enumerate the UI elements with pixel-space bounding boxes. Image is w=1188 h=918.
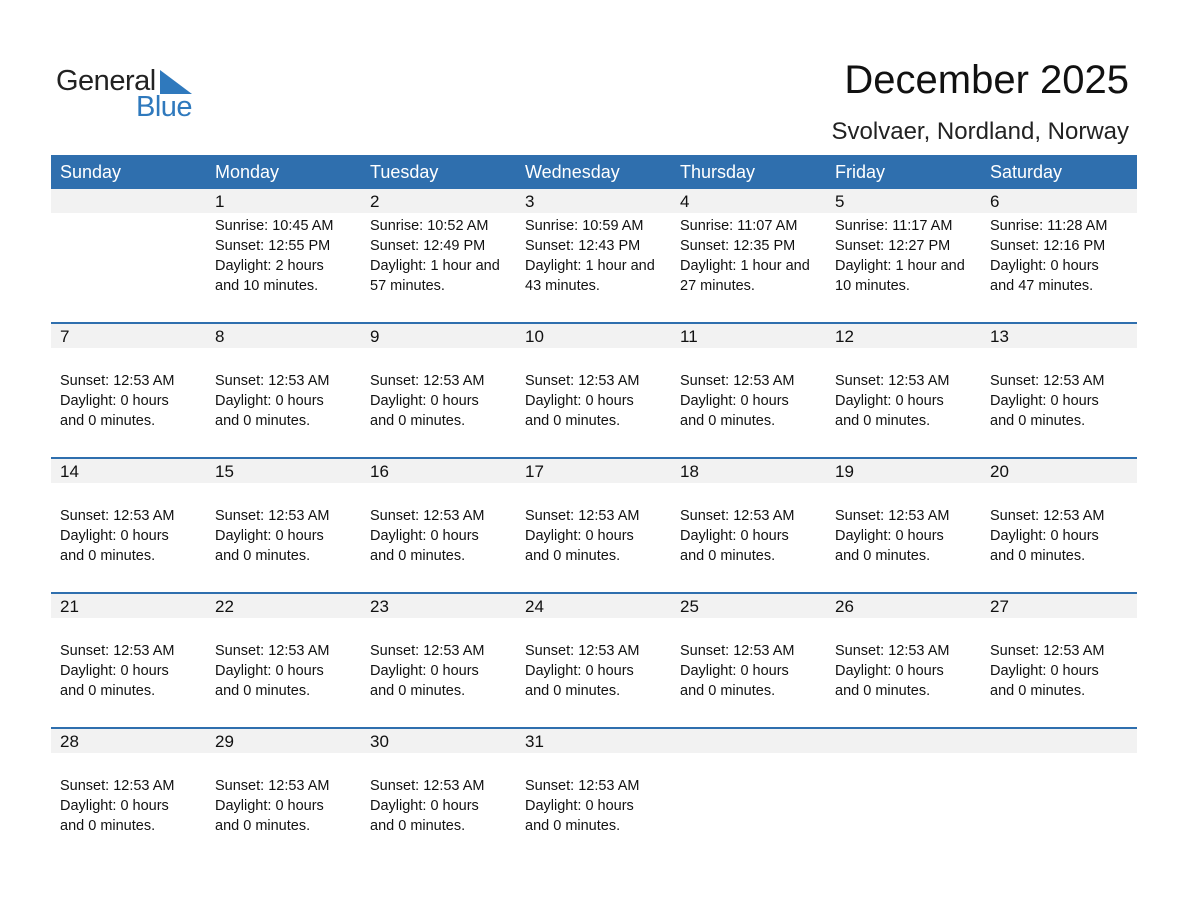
day-info-row [51,753,1137,862]
day-info-line: Daylight: 0 hours [835,393,944,409]
day-info-line: Sunset: 12:53 AM [215,778,330,794]
day-cell [826,753,981,862]
day-info-line: and 47 minutes. [990,278,1094,294]
day-info-line: Sunset: 12:53 AM [525,778,640,794]
day-cell [981,348,1136,457]
day-info-line: Daylight: 0 hours [215,528,324,544]
calendar-week [51,322,1137,457]
day-info-line: and 0 minutes. [215,683,311,699]
day-cell [981,753,1136,862]
day-cell [361,213,516,322]
day-number: 23 [370,597,389,616]
day-cell [51,483,206,592]
day-cell [516,753,671,862]
day-number: 16 [370,462,389,481]
day-cell [206,483,361,592]
day-info-line: Sunset: 12:53 AM [215,508,330,524]
day-info-line: and 0 minutes. [215,413,311,429]
day-number: 30 [370,732,389,751]
day-number: 22 [215,597,234,616]
day-info-line: and 0 minutes. [680,683,776,699]
day-number-row [51,459,1137,483]
page-title: December 2025 [844,58,1129,102]
day-info-line: 27 minutes. [680,278,755,294]
day-info-line: Sunset: 12:53 AM [525,643,640,659]
day-number: 9 [370,327,380,346]
day-number: 17 [525,462,544,481]
weekday-monday: Monday [215,162,280,182]
day-number: 11 [680,327,698,346]
day-info-line: Daylight: 0 hours [60,663,169,679]
day-cell [516,618,671,727]
day-info-line: and 0 minutes. [990,683,1086,699]
calendar-weeks [51,189,1137,862]
day-info-line: and 0 minutes. [60,548,156,564]
day-info-line: Daylight: 1 hour and [370,258,500,274]
day-cell [361,348,516,457]
day-info-line: and 10 minutes. [215,278,319,294]
day-info-line: and 0 minutes. [990,413,1086,429]
day-cell [206,213,361,322]
day-info-line: Daylight: 0 hours [215,663,324,679]
day-cell [51,213,206,322]
day-info-line: Sunset: 12:53 AM [215,373,330,389]
day-info-line: Daylight: 0 hours [990,258,1099,274]
day-info-line: Sunset: 12:53 AM [680,643,795,659]
day-info-line: Sunset: 12:53 AM [215,643,330,659]
day-number: 19 [835,462,854,481]
day-number: 8 [215,327,225,346]
day-info-line: 43 minutes. [525,278,600,294]
day-info-line: Daylight: 2 hours [215,258,324,274]
day-info-line: Sunset: 12:35 PM [680,238,796,254]
day-cell [206,618,361,727]
day-info-row [51,348,1137,457]
day-info-line: Daylight: 0 hours [60,393,169,409]
day-cell [671,348,826,457]
day-info-line: and 0 minutes. [370,548,466,564]
day-number: 5 [835,192,845,211]
day-cell [206,348,361,457]
day-number: 25 [680,597,699,616]
brand-name-blue: Blue [136,91,193,123]
day-number: 10 [525,327,544,346]
location-subtitle: Svolvaer, Nordland, Norway [831,118,1129,145]
day-info-line: and 0 minutes. [835,413,931,429]
day-info-line: Sunset: 12:53 AM [680,373,795,389]
day-cell [826,483,981,592]
day-info-line: Daylight: 0 hours [525,798,634,814]
day-info-line: Sunrise: 10:52 AM [370,218,489,234]
day-info-line: Daylight: 0 hours [370,798,479,814]
day-info-line: Sunset: 12:53 AM [370,643,485,659]
day-info-line: Sunset: 12:53 AM [370,508,485,524]
day-cell [671,213,826,322]
day-cell [981,483,1136,592]
day-info-line: Sunset: 12:16 PM [990,238,1106,254]
day-number [51,189,206,213]
day-cell [671,753,826,862]
calendar-week [51,457,1137,592]
day-number-row [51,729,1137,753]
day-info-line: Daylight: 0 hours [525,393,634,409]
day-info-line: Sunrise: 11:28 AM [990,218,1108,234]
day-info-line: Sunset: 12:53 AM [370,373,485,389]
day-info-line: Sunset: 12:53 AM [60,373,175,389]
day-cell [981,618,1136,727]
day-number: 27 [990,597,1009,616]
day-info-line: Sunrise: 10:45 AM [215,218,334,234]
day-info-line: Daylight: 1 hour and [525,258,655,274]
day-info-line: Sunset: 12:53 AM [990,373,1105,389]
brand-name-general: General [56,65,156,97]
day-info-line: and 0 minutes. [835,683,931,699]
brand-logo [56,64,206,124]
day-info-line: Sunset: 12:49 PM [370,238,486,254]
weekday-friday: Friday [835,162,886,182]
calendar-week [51,189,1137,322]
day-info-line: Sunrise: 11:17 AM [835,218,953,234]
day-info-line: Sunset: 12:53 AM [680,508,795,524]
calendar-week [51,592,1137,727]
day-info-line: Daylight: 0 hours [835,663,944,679]
day-info-line: Daylight: 0 hours [680,663,789,679]
day-info-line: 57 minutes. [370,278,445,294]
day-cell [981,213,1136,322]
day-cell [361,483,516,592]
weekday-sunday: Sunday [60,162,122,182]
day-info-line: Sunset: 12:53 AM [370,778,485,794]
day-cell [51,753,206,862]
day-number: 13 [990,327,1009,346]
day-info-line: Daylight: 0 hours [370,393,479,409]
day-number: 6 [990,192,1000,211]
day-cell [51,348,206,457]
day-cell [826,618,981,727]
weekday-saturday: Saturday [990,162,1063,182]
day-number: 31 [525,732,544,751]
day-number: 15 [215,462,234,481]
day-info-line: Daylight: 0 hours [525,528,634,544]
day-info-line: Sunset: 12:53 AM [525,508,640,524]
day-number [826,729,981,753]
day-cell [671,618,826,727]
day-info-line: Sunset: 12:53 AM [60,643,175,659]
day-info-line: Sunset: 12:53 AM [60,508,175,524]
day-info-line: and 0 minutes. [370,413,466,429]
day-number-row [51,594,1137,618]
day-info-line: and 0 minutes. [680,413,776,429]
day-number [671,729,826,753]
day-info-line: Sunrise: 10:59 AM [525,218,644,234]
day-number: 14 [60,462,79,481]
day-number: 29 [215,732,234,751]
day-info-line: Daylight: 0 hours [835,528,944,544]
day-number [981,729,1136,753]
day-cell [516,348,671,457]
day-number: 21 [60,597,79,616]
weekday-tuesday: Tuesday [370,162,439,182]
day-number: 1 [215,192,225,211]
day-info-line: Daylight: 0 hours [60,798,169,814]
day-cell [516,483,671,592]
day-number: 26 [835,597,854,616]
day-info-line: Daylight: 0 hours [990,393,1099,409]
day-info-line: and 0 minutes. [215,548,311,564]
day-info-row [51,483,1137,592]
day-info-line: Sunset: 12:27 PM [835,238,951,254]
day-info-line: and 0 minutes. [525,818,621,834]
day-info-line: and 0 minutes. [60,818,156,834]
day-cell [206,753,361,862]
day-number: 20 [990,462,1009,481]
day-cell [671,483,826,592]
day-info-line: and 0 minutes. [835,548,931,564]
day-info-line: Daylight: 0 hours [60,528,169,544]
day-number: 3 [525,192,535,211]
day-info-line: Sunset: 12:53 AM [990,643,1105,659]
day-cell [361,753,516,862]
day-info-line: Daylight: 0 hours [370,663,479,679]
day-number-row [51,189,1137,213]
day-info-row [51,213,1137,322]
weekday-wednesday: Wednesday [525,162,620,182]
day-info-line: Sunset: 12:53 AM [835,373,950,389]
day-info-line: and 0 minutes. [525,683,621,699]
day-number: 18 [680,462,699,481]
day-info-line: and 0 minutes. [215,818,311,834]
day-info-line: Sunset: 12:43 PM [525,238,641,254]
day-info-line: Daylight: 0 hours [370,528,479,544]
day-info-line: Daylight: 0 hours [525,663,634,679]
day-info-line: and 0 minutes. [370,683,466,699]
day-number: 28 [60,732,79,751]
calendar-week [51,727,1137,862]
day-cell [516,213,671,322]
day-info-line: Daylight: 0 hours [990,663,1099,679]
weekday-thursday: Thursday [680,162,756,182]
weekday-header-row [51,155,1137,189]
day-info-line: Sunset: 12:53 AM [525,373,640,389]
day-info-line: Daylight: 0 hours [215,798,324,814]
day-info-line: Daylight: 0 hours [680,528,789,544]
day-info-line: and 0 minutes. [60,683,156,699]
day-info-line: and 0 minutes. [370,818,466,834]
day-info-line: Daylight: 1 hour and [680,258,810,274]
day-number: 24 [525,597,544,616]
day-cell [361,618,516,727]
day-info-line: Daylight: 0 hours [990,528,1099,544]
day-cell [826,348,981,457]
day-info-line: Daylight: 0 hours [680,393,789,409]
calendar-grid [51,155,1137,862]
day-info-line: and 0 minutes. [60,413,156,429]
day-number: 12 [835,327,854,346]
day-info-line: and 0 minutes. [525,548,621,564]
day-number: 7 [60,327,70,346]
day-info-line: Daylight: 0 hours [215,393,324,409]
day-info-line: and 0 minutes. [680,548,776,564]
day-info-line: 10 minutes. [835,278,910,294]
day-info-line: Sunrise: 11:07 AM [680,218,798,234]
day-info-line: Sunset: 12:53 AM [990,508,1105,524]
day-info-line: Sunset: 12:55 PM [215,238,331,254]
day-number: 4 [680,192,690,211]
day-info-line: Sunset: 12:53 AM [835,508,950,524]
day-info-row [51,618,1137,727]
day-info-line: Sunset: 12:53 AM [60,778,175,794]
day-number: 2 [370,192,380,211]
day-info-line: and 0 minutes. [525,413,621,429]
day-cell [51,618,206,727]
day-info-line: Daylight: 1 hour and [835,258,965,274]
day-cell [826,213,981,322]
day-info-line: Sunset: 12:53 AM [835,643,950,659]
day-info-line: and 0 minutes. [990,548,1086,564]
day-number-row [51,324,1137,348]
